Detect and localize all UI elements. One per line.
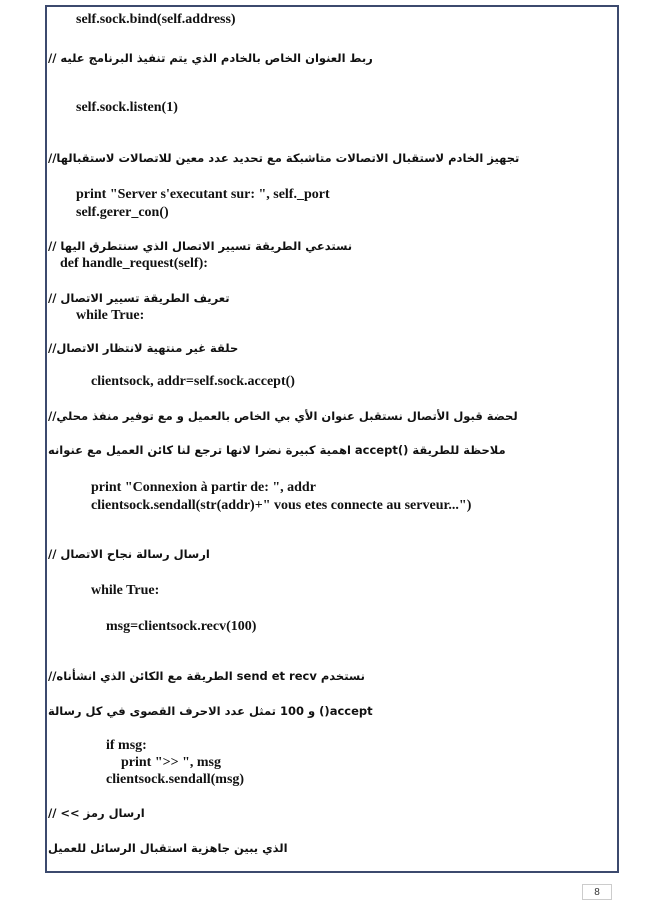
comment-line-ready: الذي يبين جاهزية استقبال الرسائل للعميل [48, 841, 288, 855]
comment-line-bind: ربط العنوان الخاص بالخادم الذي يتم تنفيذ البرنامج عليه // [48, 51, 373, 65]
code-line-while-true-1: while True: [76, 308, 145, 323]
comment-line-accept-note: ملاحظة للطريقة ()accept اهمية كبيرة نضرا لانها ترجع لنا كائن العميل مع عنوانه [48, 443, 506, 457]
code-line-recv: msg=clientsock.recv(100) [106, 619, 257, 634]
comment-line-accept-moment: لحضة قبول الأتصال نستقبل عنوان الأي بي الخاص بالعميل و مع توفير منفذ محلي// [48, 409, 518, 423]
code-line-print-server: print "Server s'executant sur: ", self._port [76, 187, 330, 202]
code-line-bind: self.sock.bind(self.address) [76, 12, 236, 27]
comment-line-call-method: نستدعي الطريقة تسيير الاتصال الذي سنتطرق اليها // [48, 239, 353, 253]
code-line-listen: self.sock.listen(1) [76, 100, 178, 115]
code-line-accept: clientsock, addr=self.sock.accept() [91, 374, 295, 389]
page-number: 8 [582, 884, 612, 900]
code-line-while-true-2: while True: [91, 583, 160, 598]
comment-line-send-recv: نستخدم send et recv الطريقة مع الكائن الذي انشأناه// [48, 669, 365, 683]
code-line-sendall-addr: clientsock.sendall(str(addr)+" vous etes connecte au serveur...") [91, 498, 472, 513]
code-line-sendall-msg: clientsock.sendall(msg) [106, 772, 245, 787]
comment-line-define-method: تعريف الطريقة تسيير الاتصال // [48, 291, 230, 305]
comment-line-success-msg: ارسال رسالة نجاح الاتصال // [48, 547, 210, 561]
comment-line-send-symbol: ارسال رمز >> // [48, 806, 145, 820]
code-line-print-msg: print ">> ", msg [121, 755, 221, 770]
code-line-if-msg: if msg: [106, 738, 147, 753]
code-line-def-handle: def handle_request(self): [60, 256, 208, 271]
code-line-gerer-con: self.gerer_con() [76, 205, 169, 220]
comment-line-listen: تجهيز الخادم لاستقبال الاتصالات متاشبكة مع تحديد عدد معين للاتصالات لاستقبالها// [48, 151, 520, 165]
code-line-print-connexion: print "Connexion à partir de: ", addr [91, 480, 316, 495]
comment-line-max-chars: accept() و 100 تمثل عدد الاحرف القصوى في كل رسالة [48, 704, 373, 718]
comment-line-infinite-loop: حلقة غير منتهية لانتظار الاتصال// [48, 341, 239, 355]
